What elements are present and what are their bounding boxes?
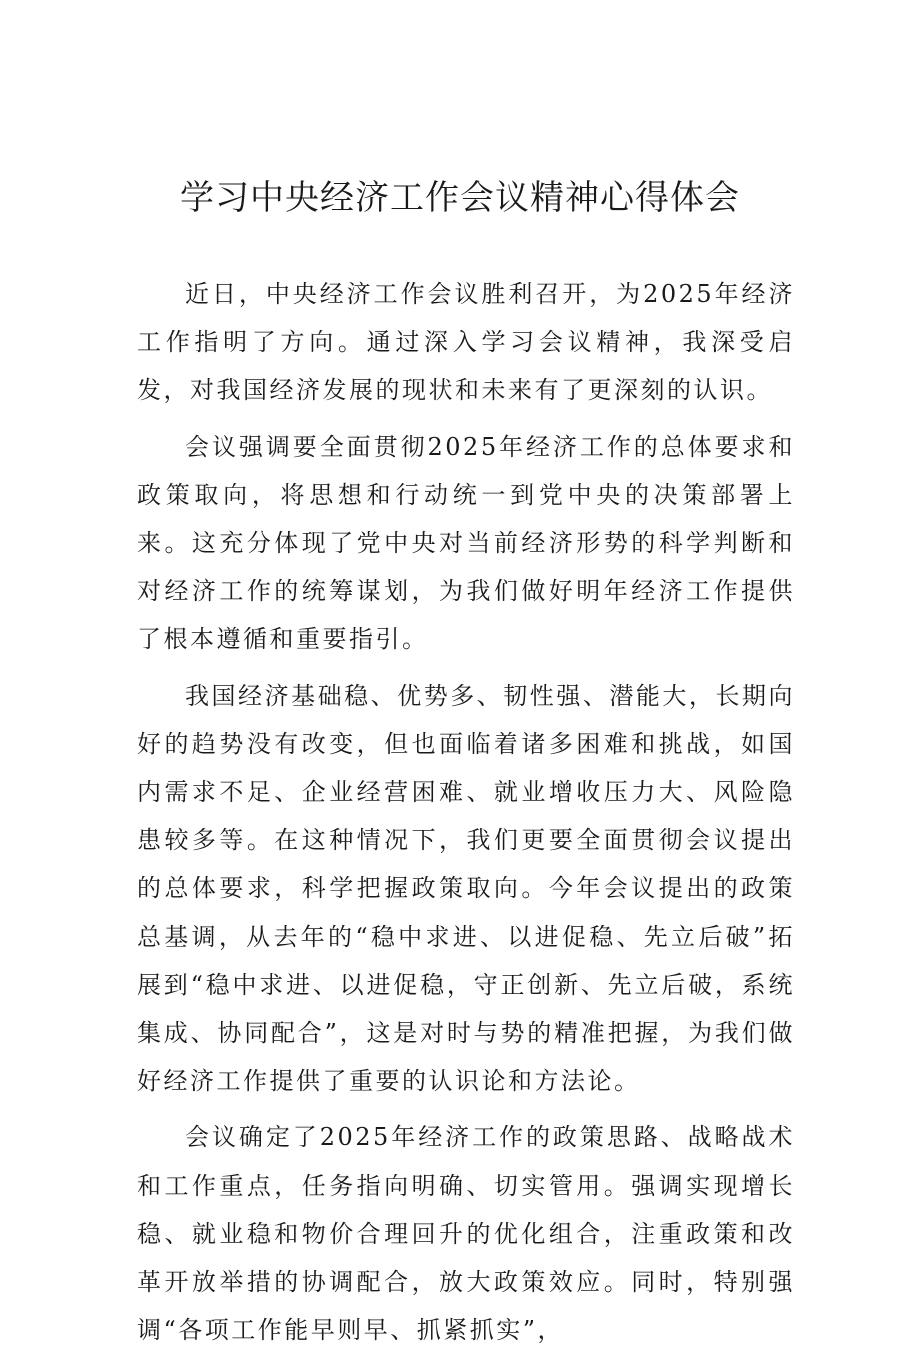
paragraph-2: 会议强调要全面贯彻2025年经济工作的总体要求和政策取向，将思想和行动统一到党中央的决策部署上来。这充分体现了党中央对当前经济形势的科学判断和对经济工作的统筹谋划，为我们做好明年经济工作提供了根本遵循和重要指引。 [137,432,795,654]
document-body [137,270,795,1362]
paragraph-1: 近日，中央经济工作会议胜利召开，为2025年经济工作指明了方向。通过深入学习会议精神，我深受启发，对我国经济发展的现状和未来有了更深刻的认识。 [137,280,795,405]
document-title: 学习中央经济工作会议精神心得体会 [180,178,740,218]
paragraph-3: 我国经济基础稳、优势多、韧性强、潜能大，长期向好的趋势没有改变，但也面临着诸多困难和挑战，如国内需求不足、企业经营困难、就业增收压力大、风险隐患较多等。在这种情况下，我们更要全面贯彻会议提出的总体要求，科学把握政策取向。今年会议提出的政策总基调，从去年的“稳中求进、以进促稳、先立后破”拓展到“稳中求进、以进促稳，守正创新、先立后破，系统集成、协同配合”，这是对时与势的精准把握，为我们做好经济工作提供了重要的认识论和方法论。 [137,681,795,1096]
paragraph-4: 会议确定了2025年经济工作的政策思路、战略战术和工作重点，任务指向明确、切实管用。强调实现增长稳、就业稳和物价合理回升的优化组合，注重政策和改革开放举措的协调配合，放大政策效应。同时，特别强调“各项工作能早则早、抓紧抓实”， [137,1123,795,1345]
